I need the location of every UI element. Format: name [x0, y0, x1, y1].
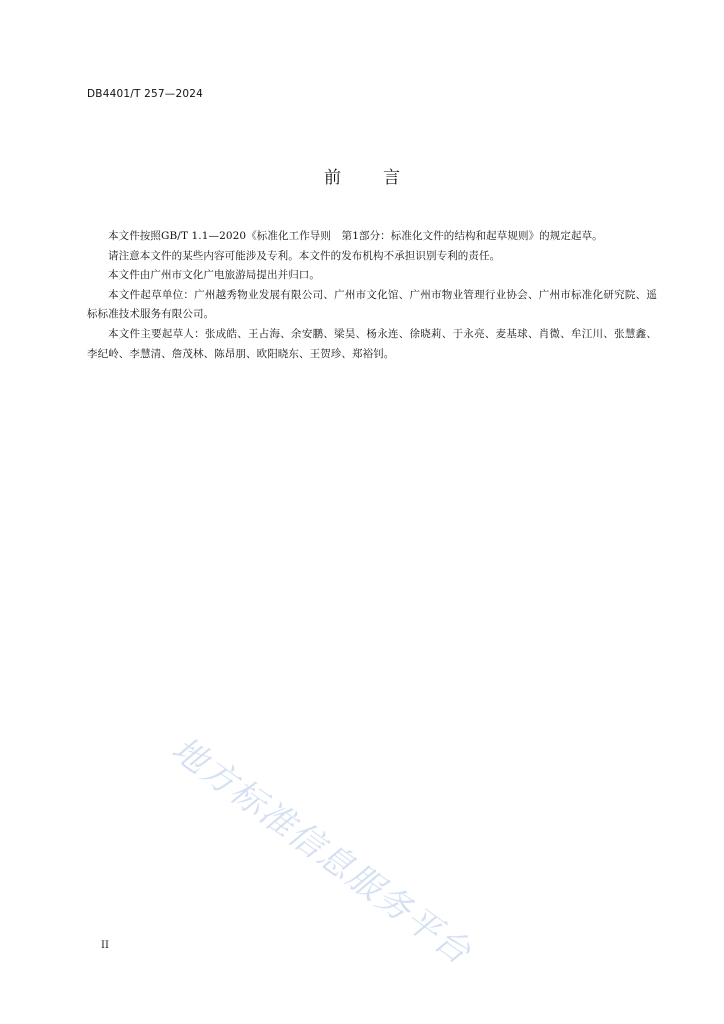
- title-char-2: 言: [383, 168, 400, 188]
- foreword-body: [87, 227, 657, 364]
- paragraph-drafters: 本文件主要起草人：张成皓、王占海、余安鹏、梁昊、杨永连、徐晓莉、于永亮、麦基球、肖微、牟江川、张慧鑫、李纪岭、李慧清、詹茂林、陈昂朋、欧阳晓东、王贺珍、郑裕钊。: [87, 327, 657, 360]
- document-code: DB4401/T 257—2024: [87, 88, 203, 100]
- page-title: [0, 163, 724, 188]
- title-char-1: 前: [324, 168, 341, 188]
- paragraph-drafting-rules: 本文件按照GB/T 1.1—2020《标准化工作导则 第1部分：标准化文件的结构和起草规则》的规定起草。: [108, 230, 603, 242]
- paragraph-drafting-units: 本文件起草单位：广州越秀物业发展有限公司、广州市文化馆、广州市物业管理行业协会、广州市标准化研究院、遥标标准技术服务有限公司。: [87, 288, 657, 321]
- watermark: 地方标准信息服务平台: [164, 729, 479, 974]
- page-number: II: [101, 940, 109, 951]
- paragraph-proposer: 本文件由广州市文化广电旅游局提出并归口。: [108, 269, 320, 282]
- paragraph-patent-notice: 请注意本文件的某些内容可能涉及专利。本文件的发布机构不承担识别专利的责任。: [108, 249, 501, 262]
